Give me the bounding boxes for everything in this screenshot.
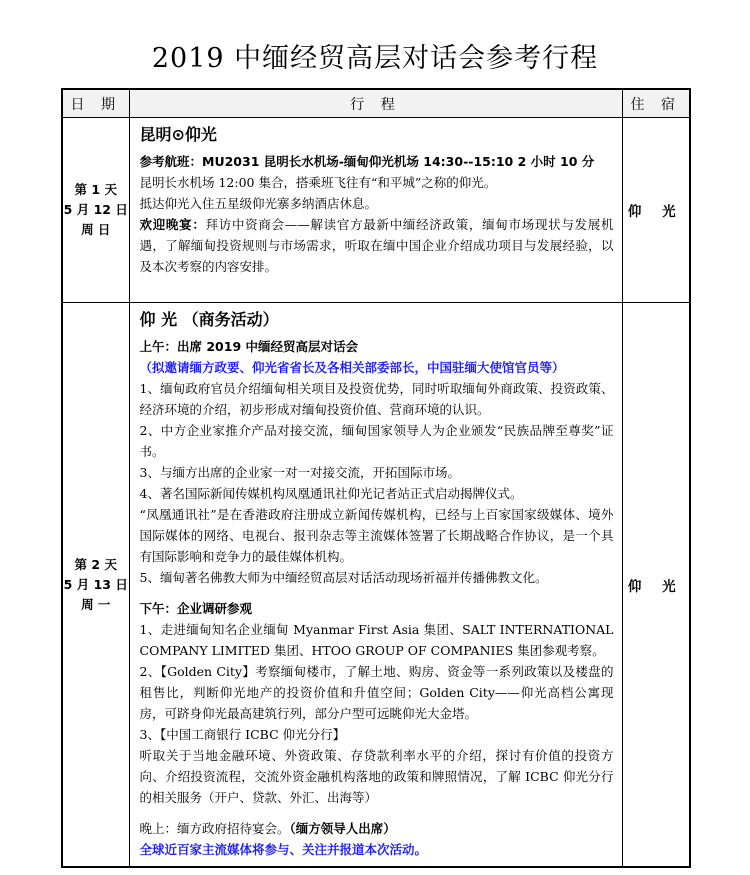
morning-item: 4、著名国际新闻传媒机构凤凰通讯社仰光记者站正式启动揭牌仪式。 [139, 486, 523, 501]
evening-note: （缅方领导人出席） [289, 821, 396, 836]
page-title: 2019 中缅经贸高层对话会参考行程 [151, 43, 599, 74]
header-stay: 住 宿 [622, 89, 690, 118]
spacer [140, 588, 614, 598]
dinner-paragraph [140, 214, 614, 277]
morning-title: 上午：出席 2019 中缅经贸高层对话会 [139, 339, 358, 354]
stay-cell: 仰 光 [622, 118, 690, 303]
header-itinerary: 行 程 [129, 89, 622, 118]
table-row [62, 118, 690, 303]
day-date: 5 月 13 日 [63, 576, 128, 592]
evening-text: 晚上：缅方政府招待宴会。 [139, 821, 290, 836]
morning-item: 5、缅甸著名佛教大师为中缅经贸高层对话活动现场祈福并传播佛教文化。 [139, 570, 548, 585]
text-line: 昆明长水机场 12:00 集合，搭乘班飞往有“和平城”之称的仰光。 [139, 175, 497, 190]
media-note: 全球近百家主流媒体将参与、关注并报道本次活动。 [139, 842, 428, 857]
afternoon-title: 下午：企业调研参观 [139, 601, 253, 616]
day-number: 第 1 天 [74, 182, 117, 197]
day-weekday: 周 日 [81, 222, 111, 237]
stay-cell: 仰 光 [622, 303, 690, 868]
text-line: 抵达仰光入住五星级仰光寨多纳酒店休息。 [139, 196, 378, 211]
flight-info: MU2031 昆明长水机场-缅甸仰光机场 14:30--15:10 2 小时 10 分 [202, 154, 595, 169]
dinner-label: 欢迎晚宴： [139, 217, 206, 232]
day-weekday: 周 一 [81, 596, 111, 612]
city-heading: 仰 光 （商务活动） [139, 310, 279, 329]
header-date: 日 期 [62, 89, 129, 118]
day-date: 5 月 12 日 [63, 202, 128, 217]
morning-item: 2、中方企业家推介产品对接交流，缅甸国家领导人为企业颁发“民族品牌至尊奖”证书。 [139, 423, 614, 459]
itinerary-table [61, 88, 691, 868]
flight-label: 参考航班： [139, 154, 203, 169]
date-cell [62, 118, 129, 303]
afternoon-item: 听取关于当地金融环境、外资政策、存贷款利率水平的介绍，探讨有价值的投资方向、介绍投资流程，交流外资金融机构落地的政策和牌照情况，了解 ICBC 仰光分行的相关服务（开户、贷款、外汇、出海等） [139, 748, 614, 805]
afternoon-item: 1、走进缅甸知名企业缅甸 Myanmar First Asia 集团、SALT INTERNATIONAL COMPANY LIMITED 集团、HTOO GROUP OF COMPANIES 集团参观考察。 [139, 622, 614, 658]
flight-line [140, 151, 614, 172]
spacer [140, 808, 614, 818]
table-header-row [62, 89, 690, 118]
city-heading: 昆明⊙仰光 [139, 125, 217, 144]
afternoon-item: 3、【中国工商银行 ICBC 仰光分行】 [139, 727, 346, 742]
afternoon-item: 2、【Golden City】考察缅甸楼市，了解土地、购房、资金等一系列政策以及楼盘的租售比，判断仰光地产的投资价值和升值空间；Golden City——仰光高档公寓现房，可跻身仰光最高建筑行列，部分户型可远眺仰光大金塔。 [139, 664, 614, 721]
morning-invite: （拟邀请缅方政要、仰光省省长及各相关部委部长，中国驻缅大使馆官员等） [139, 360, 565, 375]
table-row [62, 303, 690, 868]
date-cell [62, 303, 129, 868]
morning-item: 1、缅甸政府官员介绍缅甸相关项目及投资优势，同时听取缅甸外商政策、投资政策、经济环境的介绍，初步形成对缅甸投资价值、营商环境的认识。 [139, 381, 614, 417]
evening-line [140, 818, 614, 839]
day-number: 第 2 天 [74, 556, 117, 572]
dinner-text: 拜访中资商会——解读官方最新中缅经济政策，缅甸市场现状与发展机遇，了解缅甸投资规则与市场需求，听取在缅中国企业介绍成功项目与发展经验，以及本次考察的内容安排。 [139, 217, 614, 274]
itinerary-cell [129, 118, 622, 303]
itinerary-cell [129, 303, 622, 868]
morning-item: 3、与缅方出席的企业家一对一对接交流，开拓国际市场。 [139, 465, 460, 480]
morning-item: “凤凰通讯社”是在香港政府注册成立新闻传媒机构，已经与上百家国家级媒体、境外国际媒体的网络、电视台、报刊杂志等主流媒体签署了长期战略合作协议，是一个具有国际影响和竞争力的最佳媒体机构。 [139, 507, 614, 564]
